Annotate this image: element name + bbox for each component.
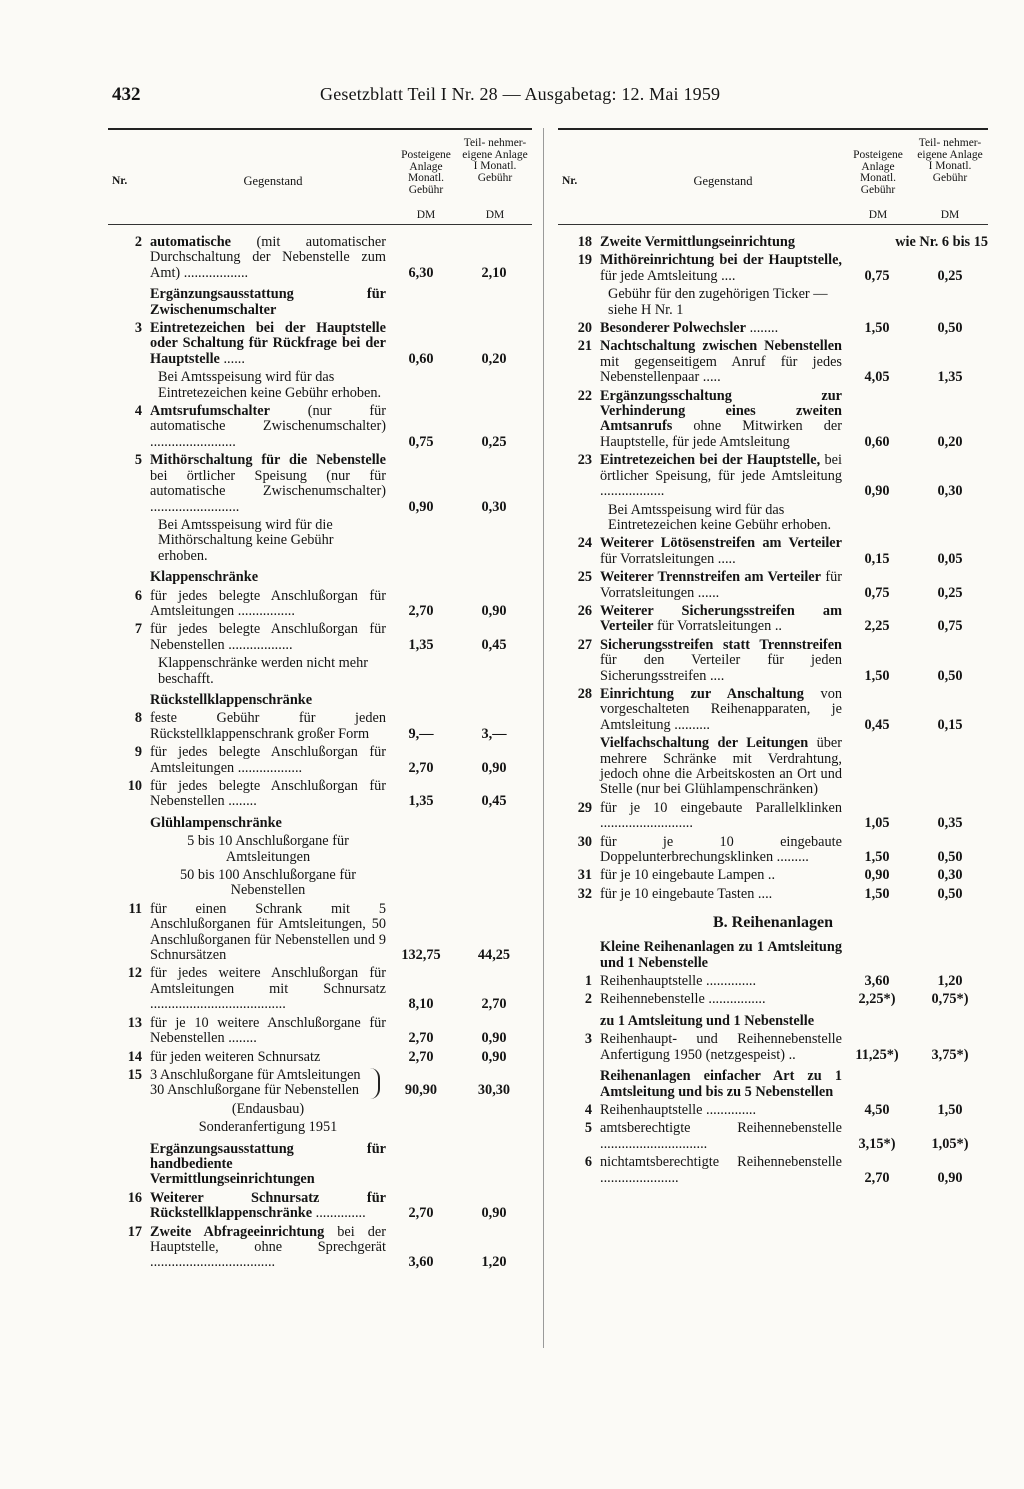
row-number: 29 xyxy=(577,799,592,816)
row-number: 13 xyxy=(127,1014,142,1031)
header-col1-unit: DM xyxy=(416,209,436,221)
header-col1: Posteigene Anlage Monatl. Gebühr xyxy=(401,149,451,196)
value-teilnehmereigene: 1,50 xyxy=(937,1101,963,1118)
row-number: 2 xyxy=(134,234,142,250)
value-teilnehmereigene: 0,20 xyxy=(481,350,507,367)
row-number: 10 xyxy=(127,778,142,794)
value-teilnehmereigene: 0,75 xyxy=(937,618,963,635)
section-heading: B. Reihenanlagen xyxy=(712,914,833,932)
row-number: 5 xyxy=(134,452,142,469)
row-description xyxy=(600,570,842,601)
row-number: 8 xyxy=(134,710,142,727)
table-row xyxy=(558,1155,988,1186)
value-teilnehmereigene: 0,25 xyxy=(937,584,963,601)
heading-text xyxy=(600,736,842,798)
brace-line: 3 Anschlußorgane für Amtsleitungen xyxy=(150,1066,361,1083)
row-bold-text: Weiterer Lötösenstreifen am Verteiler xyxy=(600,535,842,552)
value-posteigene: 8,10 xyxy=(408,996,434,1013)
heading-bold-text: Vielfachschaltung der Leitungen xyxy=(600,735,809,752)
row-description xyxy=(600,992,842,1007)
value-posteigene: 4,05 xyxy=(864,369,890,386)
row-number: 21 xyxy=(577,338,592,355)
value-teilnehmereigene: 0,25 xyxy=(937,267,963,284)
table-row xyxy=(558,1121,988,1152)
row-description xyxy=(150,711,386,742)
row-number: 15 xyxy=(127,1066,142,1083)
row-plain-text: feste Gebühr für jeden Rückstellklappenschrank großer Form xyxy=(150,710,386,742)
row-number: 1 xyxy=(584,973,592,990)
value-posteigene: 1,35 xyxy=(408,636,434,653)
row-number: 26 xyxy=(577,602,592,619)
note-text: Klappenschränke werden nicht mehr beschafft. xyxy=(158,655,368,687)
brace-line: 30 Anschlußorgane für Nebenstellen xyxy=(150,1082,359,1099)
value-posteigene: 2,25 xyxy=(864,618,890,635)
heading-text: Ergänzungsausstattung für handbediente Vermittlungseinrichtungen xyxy=(150,1140,386,1188)
table-header xyxy=(558,130,988,225)
value-posteigene: 2,70 xyxy=(408,1030,434,1047)
sub-heading xyxy=(108,1102,532,1117)
value-teilnehmereigene: 2,10 xyxy=(481,264,507,281)
row-plain-text: nichtamtsberechtigte Reihennebenstelle ...................... xyxy=(600,1154,842,1186)
row-plain-text: für den Verteiler für jeden Sicherungsstreifen .... xyxy=(600,652,842,684)
row-bold-text: Nachtschaltung zwischen Nebenstellen xyxy=(600,338,842,355)
row-description xyxy=(600,1032,842,1063)
row-number: 5 xyxy=(584,1120,592,1137)
row-plain-text: für Vorratsleitungen ..... xyxy=(600,550,736,567)
row-number: 16 xyxy=(127,1189,142,1206)
value-teilnehmereigene: 1,20 xyxy=(937,973,963,990)
row-number: 14 xyxy=(127,1048,142,1065)
column-divider xyxy=(543,128,544,1348)
header-col1-unit: DM xyxy=(868,209,888,221)
value-teilnehmereigene: 0,50 xyxy=(937,667,963,684)
value-teilnehmereigene: 0,90 xyxy=(937,1169,963,1186)
sub-heading xyxy=(108,834,532,865)
row-description xyxy=(600,887,842,902)
row-description xyxy=(600,253,842,284)
row-plain-text: für jedes weitere Anschlußorgan für Amtsleitungen mit Schnursatz ...................................... xyxy=(150,965,386,1013)
row-description xyxy=(150,589,386,620)
row-bold-text: Mithöreinrichtung bei der Hauptstelle, xyxy=(600,252,842,269)
table-row xyxy=(558,1103,988,1118)
row-plain-text: für je 10 eingebaute Doppelunterbrechungsklinken ......... xyxy=(600,833,842,866)
row-number: 4 xyxy=(584,1101,592,1118)
row-description xyxy=(600,235,842,250)
value-posteigene: 2,70 xyxy=(408,602,434,619)
table-row xyxy=(558,453,988,499)
row-description xyxy=(150,622,386,653)
table-row xyxy=(558,887,988,902)
table-row xyxy=(558,321,988,336)
row-bold-text: Zweite Vermittlungseinrichtung xyxy=(600,234,795,250)
table-row xyxy=(558,1032,988,1063)
row-plain-text: (nur für automatische Zwischenumschalter) ........................ xyxy=(150,403,386,450)
table-row xyxy=(108,622,532,653)
value-teilnehmereigene: 1,35 xyxy=(937,369,963,386)
right-table-body xyxy=(558,225,988,1186)
row-description xyxy=(600,321,842,336)
value-teilnehmereigene: 44,25 xyxy=(477,947,511,964)
row-bold-text: Einrichtung zur Anschaltung xyxy=(600,685,804,702)
value-posteigene: 0,75 xyxy=(408,433,434,450)
row-number: 4 xyxy=(134,403,142,420)
row-number: 6 xyxy=(134,587,142,604)
row-number: 3 xyxy=(134,320,142,337)
value-teilnehmereigene: 0,20 xyxy=(937,433,963,450)
row-bold-text: Weiterer Trennstreifen am Verteiler xyxy=(600,569,821,586)
row-bold-text: Ergänzungsschaltung zur Verhinderung eines zweiten Amtsanrufs xyxy=(600,387,842,435)
value-teilnehmereigene: 3,— xyxy=(481,725,507,742)
value-teilnehmereigene: 0,50 xyxy=(937,885,963,902)
row-plain-text: amtsberechtigte Reihennebenstelle .............................. xyxy=(600,1120,842,1152)
value-posteigene: 0,75 xyxy=(864,584,890,601)
table-row xyxy=(558,253,988,284)
table-row xyxy=(558,638,988,684)
row-description xyxy=(600,604,842,635)
value-teilnehmereigene: 1,20 xyxy=(481,1254,507,1271)
row-description xyxy=(150,745,386,776)
row-number: 28 xyxy=(577,685,592,702)
row-description xyxy=(600,1103,842,1118)
value-posteigene: 0,90 xyxy=(408,498,434,515)
row-plain-text: für jede Amtsleitung .... xyxy=(600,267,736,284)
table-row xyxy=(108,453,532,515)
left-table-body xyxy=(108,225,532,1271)
value-posteigene: 1,50 xyxy=(864,885,890,902)
row-number: 9 xyxy=(134,744,142,761)
value-teilnehmereigene: 0,50 xyxy=(937,849,963,866)
value-teilnehmereigene: 0,90 xyxy=(481,1205,507,1222)
row-plain-text: Reihenhauptstelle .............. xyxy=(600,973,757,990)
row-plain-text: ...... xyxy=(219,350,245,367)
value-posteigene: 2,70 xyxy=(864,1169,890,1186)
note-text: Gebühr für den zugehörigen Ticker — siehe H Nr. 1 xyxy=(608,286,828,318)
header-col1: Posteigene Anlage Monatl. Gebühr xyxy=(853,149,903,196)
table-row xyxy=(108,1191,532,1222)
value-teilnehmereigene: 0,90 xyxy=(481,1048,507,1065)
row-plain-text: für jedes belegte Anschlußorgan für Amtsleitungen .................. xyxy=(150,744,386,776)
value-posteigene: 2,25*) xyxy=(858,991,896,1008)
value-posteigene: 0,15 xyxy=(864,550,890,567)
table-row xyxy=(558,801,988,832)
value-posteigene: 2,70 xyxy=(408,1048,434,1065)
row-description xyxy=(150,1016,386,1047)
table-row xyxy=(558,570,988,601)
value-teilnehmereigene: 0,05 xyxy=(937,550,963,567)
header-nr: Nr. xyxy=(562,175,578,187)
row-description xyxy=(150,1050,386,1065)
row-plain-text: (mit automatischer Durchschaltung der Nebenstelle zum Amt) .................. xyxy=(150,234,386,281)
row-bold-text: Weiterer Schnursatz für Rückstellklappenschränke xyxy=(150,1189,386,1222)
value-teilnehmereigene: 1,05*) xyxy=(931,1135,969,1152)
header-nr: Nr. xyxy=(112,175,128,187)
value-posteigene: 3,60 xyxy=(864,973,890,990)
value-posteigene: 0,60 xyxy=(408,350,434,367)
subsection-heading xyxy=(108,287,532,318)
row-description xyxy=(150,321,386,367)
row-bold-text: Eintretezeichen bei der Hauptstelle, xyxy=(600,452,821,469)
value-posteigene: 1,50 xyxy=(864,320,890,337)
brace-group xyxy=(150,1068,380,1099)
row-bold-text: Besonderer Polwechsler xyxy=(600,320,746,337)
row-description xyxy=(600,801,842,832)
header-gegenstand: Gegenstand xyxy=(693,174,753,188)
row-number: 31 xyxy=(577,867,592,884)
value-teilnehmereigene: 0,30 xyxy=(937,867,963,884)
subsection-heading xyxy=(558,1069,988,1100)
row-plain-text: Reihenhauptstelle .............. xyxy=(600,1101,757,1118)
subsection-heading xyxy=(558,736,988,798)
table-row xyxy=(108,1016,532,1047)
table-row xyxy=(108,1068,532,1099)
row-bold-text: Weiterer Sicherungsstreifen am Verteiler xyxy=(600,602,842,635)
heading-text: Klappenschränke xyxy=(150,569,259,586)
value-posteigene: 0,90 xyxy=(864,483,890,500)
row-description xyxy=(150,1225,386,1271)
row-description xyxy=(150,966,386,1012)
header-col2-unit: DM xyxy=(485,209,505,221)
value-posteigene: 3,60 xyxy=(408,1254,434,1271)
value-teilnehmereigene: 0,15 xyxy=(937,716,963,733)
table-row xyxy=(108,745,532,776)
header-col2-unit: DM xyxy=(940,209,960,221)
row-number: 7 xyxy=(134,621,142,638)
value-teilnehmereigene: 0,30 xyxy=(481,498,507,515)
row-description xyxy=(150,902,386,964)
header-col2: Teil- nehmer- eigene Anlage I Monatl. Gebühr xyxy=(917,137,983,184)
value-posteigene: 6,30 xyxy=(408,264,434,281)
row-bold-text: Sicherungsstreifen statt Trennstreifen xyxy=(600,636,842,653)
table-row xyxy=(108,589,532,620)
row-plain-text: für jedes belegte Anschlußorgan für Amtsleitungen ................ xyxy=(150,587,386,619)
right-column xyxy=(558,128,988,1189)
row-plain-text: für einen Schrank mit 5 Anschlußorganen für Amtsleitungen, 50 Anschlußorganen für Nebenstellen und 9 Schnursätzen xyxy=(150,900,386,964)
value-teilnehmereigene: 0,30 xyxy=(937,483,963,500)
row-number: 25 xyxy=(577,569,592,586)
header-gegenstand: Gegenstand xyxy=(243,174,303,188)
table-row xyxy=(108,966,532,1012)
value-teilnehmereigene: 0,50 xyxy=(937,320,963,337)
heading-text: Reihenanlagen einfacher Art zu 1 Amtsleitung und bis zu 5 Nebenstellen xyxy=(600,1068,842,1100)
value-teilnehmereigene: 30,30 xyxy=(477,1082,511,1099)
row-number: 11 xyxy=(128,900,142,917)
row-number: 19 xyxy=(577,252,592,269)
table-row xyxy=(558,992,988,1007)
row-plain-text: Reihenhaupt- und Reihennebenstelle Anfertigung 1950 (netzgespeist) .. xyxy=(600,1031,842,1063)
value-posteigene: 1,05 xyxy=(864,815,890,832)
value-posteigene: 0,75 xyxy=(864,267,890,284)
row-bold-text: Zweite Abfrageeinrichtung xyxy=(150,1223,325,1240)
value-posteigene: 4,50 xyxy=(864,1101,890,1118)
table-row xyxy=(108,235,532,281)
row-description xyxy=(600,974,842,989)
row-plain-text: bei örtlicher Speisung, für jede Amtsleitung .................. xyxy=(600,452,842,500)
row-number: 6 xyxy=(584,1154,592,1171)
table-row xyxy=(108,779,532,810)
value-teilnehmereigene: 0,45 xyxy=(481,636,507,653)
row-number: 22 xyxy=(577,387,592,404)
left-column xyxy=(108,128,532,1274)
row-plain-text: von vorgeschalteten Reihenapparaten, je Amtsleitung .......... xyxy=(600,685,842,733)
row-number: 20 xyxy=(577,320,592,337)
value-teilnehmereigene: 0,45 xyxy=(481,793,507,810)
row-bold-text: Mithörschaltung für die Nebenstelle xyxy=(150,452,386,469)
row-number: 18 xyxy=(577,234,592,250)
row-number: 30 xyxy=(577,833,592,850)
subsection-heading xyxy=(108,1142,532,1188)
table-row xyxy=(558,687,988,733)
row-description xyxy=(600,835,842,866)
row-number: 2 xyxy=(584,991,592,1008)
value-posteigene: 1,35 xyxy=(408,793,434,810)
row-number: 23 xyxy=(577,452,592,469)
value-teilnehmereigene: 0,90 xyxy=(481,602,507,619)
sub-text: 50 bis 100 Anschlußorgane für Nebenstellen xyxy=(179,867,357,899)
table-row xyxy=(108,1225,532,1271)
table-row xyxy=(108,1050,532,1065)
value-teilnehmereigene: 0,90 xyxy=(481,1030,507,1047)
row-description xyxy=(600,1155,842,1186)
row-bold-text: automatische xyxy=(150,234,232,250)
heading-text: zu 1 Amtsleitung und 1 Nebenstelle xyxy=(600,1012,815,1029)
note-text: Bei Amtsspeisung wird für das Eintretezeichen keine Gebühr erhoben. xyxy=(608,501,832,533)
value-range: wie Nr. 6 bis 15 xyxy=(895,234,988,250)
subsection-heading xyxy=(558,1014,988,1029)
row-description xyxy=(600,389,842,451)
value-posteigene: 0,45 xyxy=(864,716,890,733)
row-plain-text: mit gegenseitigem Anruf für jedes Nebenstellenpaar ..... xyxy=(600,353,842,386)
table-row xyxy=(108,321,532,367)
row-plain-text: für jedes belegte Anschlußorgan für Nebenstellen .................. xyxy=(150,621,386,653)
note-text: Bei Amtsspeisung wird für das Eintretezeichen keine Gebühr erhoben. xyxy=(158,369,382,401)
row-plain-text: für jedes belegte Anschlußorgan für Nebenstellen ........ xyxy=(150,778,386,810)
sub-text: (Endausbau) xyxy=(231,1100,305,1117)
table-row xyxy=(558,536,988,567)
value-teilnehmereigene: 3,75*) xyxy=(931,1046,969,1063)
row-description xyxy=(600,638,842,684)
row-bold-text: Eintretezeichen bei der Hauptstelle oder Schaltung für Rückfrage bei der Hauptstelle xyxy=(150,320,386,367)
row-plain-text: bei örtlicher Speisung (nur für automatische Zwischenumschalter) ......................... xyxy=(150,467,386,515)
sub-heading xyxy=(108,868,532,899)
subsection-heading xyxy=(108,570,532,585)
row-plain-text: ........ xyxy=(746,320,779,337)
row-number: 24 xyxy=(577,535,592,552)
value-teilnehmereigene: 0,90 xyxy=(481,759,507,776)
heading-text: Kleine Reihenanlagen zu 1 Amtsleitung und 1 Nebenstelle xyxy=(600,939,842,971)
table-row xyxy=(108,404,532,450)
row-bold-text: Amtsrufumschalter xyxy=(150,403,270,420)
sub-heading xyxy=(108,1120,532,1135)
value-posteigene: 0,60 xyxy=(864,433,890,450)
row-plain-text: für je 10 eingebaute Lampen .. xyxy=(600,867,776,884)
row-plain-text: .............. xyxy=(312,1205,366,1222)
value-posteigene: 2,70 xyxy=(408,1205,434,1222)
table-row xyxy=(558,604,988,635)
row-number: 12 xyxy=(127,965,142,982)
row-description xyxy=(600,687,842,733)
table-row xyxy=(558,835,988,866)
row-plain-text: bei der Hauptstelle, ohne Sprechgerät ................................... xyxy=(150,1223,386,1271)
row-plain-text: für Vorratsleitungen .. xyxy=(653,618,782,635)
sub-text: Sonderanfertigung 1951 xyxy=(198,1119,338,1136)
table-row xyxy=(108,902,532,964)
table-row xyxy=(558,339,988,385)
row-number: 17 xyxy=(127,1223,142,1240)
row-description xyxy=(600,536,842,567)
row-plain-text: Reihennebenstelle ................ xyxy=(600,991,766,1008)
row-plain-text: für jeden weiteren Schnursatz xyxy=(150,1048,321,1065)
value-teilnehmereigene: 0,25 xyxy=(481,433,507,450)
value-posteigene: 0,90 xyxy=(864,867,890,884)
value-posteigene: 9,— xyxy=(408,725,434,742)
row-description xyxy=(150,235,386,281)
row-description xyxy=(150,404,386,450)
page-title: Gesetzblatt Teil I Nr. 28 — Ausgabetag: 12. Mai 1959 xyxy=(320,84,721,104)
row-description xyxy=(600,339,842,385)
heading-text: Glühlampenschränke xyxy=(150,814,282,831)
subsection-heading xyxy=(558,940,988,971)
subsection-heading xyxy=(108,816,532,831)
row-description xyxy=(150,453,386,515)
value-posteigene: 1,50 xyxy=(864,849,890,866)
heading-text: Rückstellklappenschränke xyxy=(150,691,313,708)
value-posteigene: 2,70 xyxy=(408,759,434,776)
row-number: 32 xyxy=(577,885,592,902)
row-description xyxy=(600,868,842,883)
row-description xyxy=(600,453,842,499)
row-plain-text: für je 10 weitere Anschlußorgane für Nebenstellen ........ xyxy=(150,1014,386,1047)
row-plain-text: für je 10 eingebaute Parallelklinken .......................... xyxy=(600,799,842,832)
table-row xyxy=(108,711,532,742)
row-description xyxy=(600,1121,842,1152)
row-number: 27 xyxy=(577,636,592,653)
value-teilnehmereigene: 0,75*) xyxy=(931,991,969,1008)
value-posteigene: 1,50 xyxy=(864,667,890,684)
value-teilnehmereigene: 0,35 xyxy=(937,815,963,832)
value-teilnehmereigene: 2,70 xyxy=(481,996,507,1013)
value-posteigene: 11,25*) xyxy=(855,1046,899,1063)
row-plain-text: ohne Mitwirken der Hauptstelle, für jede Amtsleitung xyxy=(600,418,842,450)
page-number: 432 xyxy=(112,84,141,105)
header-col2: Teil- nehmer- eigene Anlage I Monatl. Gebühr xyxy=(462,137,528,184)
heading-text: Ergänzungsausstattung für Zwischenumschalter xyxy=(150,286,386,318)
row-number: 3 xyxy=(584,1031,592,1048)
table-row xyxy=(558,235,988,250)
table-row xyxy=(558,974,988,989)
row-description xyxy=(150,779,386,810)
table-row xyxy=(558,868,988,883)
row-plain-text: für Vorratsleitungen ...... xyxy=(600,569,842,601)
sub-text: 5 bis 10 Anschlußorgane für Amtsleitungen xyxy=(187,833,349,865)
heading-plain-text: über mehrere Schränke mit Verdrahtung, jedoch ohne die Arbeitskosten an Ort und Stelle (nur bei Glühlampenschränken) xyxy=(600,735,842,798)
subsection-heading xyxy=(108,693,532,708)
row-description xyxy=(150,1191,386,1222)
row-plain-text: für je 10 eingebaute Tasten .... xyxy=(600,885,773,902)
note-text: Bei Amtsspeisung wird für die Mithörschaltung keine Gebühr erhoben. xyxy=(158,516,334,564)
table-header xyxy=(108,130,532,225)
row-description xyxy=(150,1068,386,1099)
value-posteigene: 132,75 xyxy=(401,947,441,964)
table-row xyxy=(558,389,988,451)
value-posteigene: 3,15*) xyxy=(858,1135,896,1152)
value-posteigene: 90,90 xyxy=(404,1082,438,1099)
